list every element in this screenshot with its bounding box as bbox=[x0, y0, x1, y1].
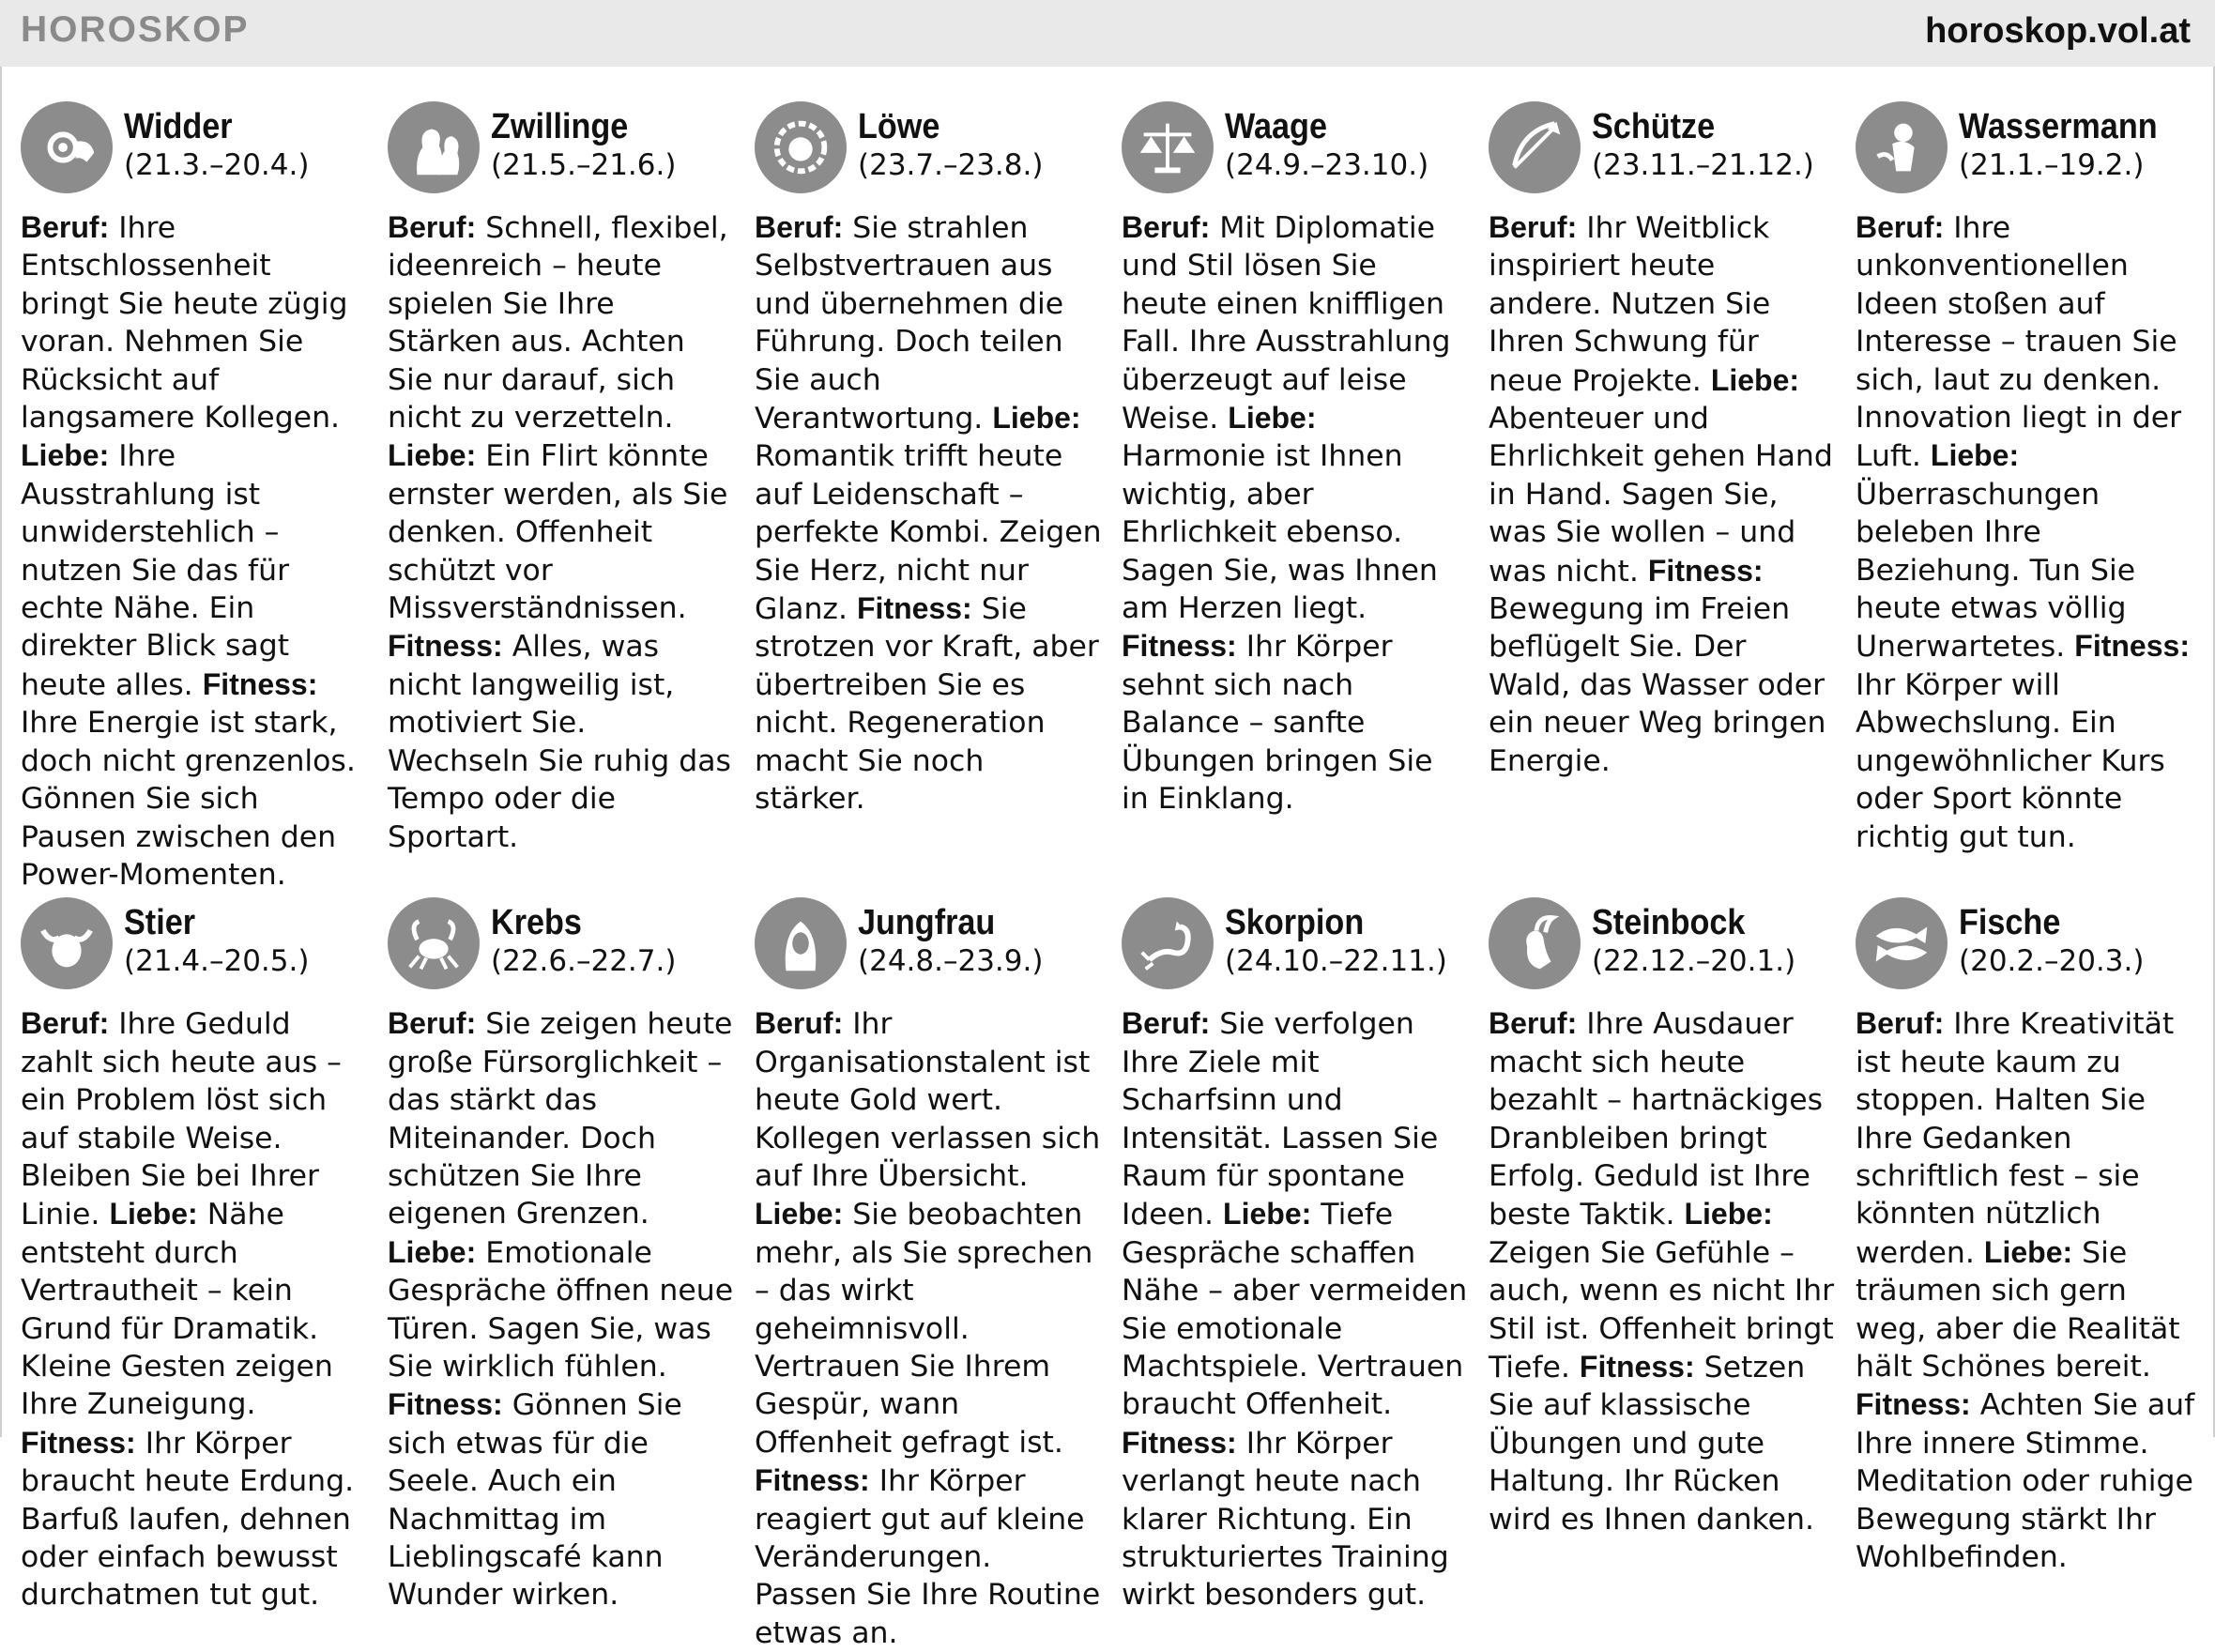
text-fitness: Ihr Körper sehnt sich nach Balance – sanfte Übungen bringen Sie in Einklang. bbox=[1122, 630, 1433, 817]
sign-text bbox=[1489, 1004, 1836, 1538]
sign-name: Wassermann bbox=[1959, 107, 2158, 146]
label-liebe: Liebe: bbox=[109, 1197, 198, 1231]
label-beruf: Beruf: bbox=[755, 1006, 844, 1041]
text-fitness: Bewegung im Freien beflügelt Sie. Der Wald, das Wasser oder ein neuer Weg bringen Energie. bbox=[1489, 592, 1826, 778]
text-fitness: Ihre Energie ist stark, doch nicht grenzenlos. Gönnen Sie sich Pausen zwischen den Power-Momenten. bbox=[21, 706, 356, 892]
site-url[interactable]: horoskop.vol.at bbox=[1925, 11, 2191, 51]
water-bearer-icon bbox=[1856, 101, 1948, 193]
text-fitness: Setzen Sie auf klassische Übungen und gute Haltung. Ihr Rücken wird es Ihnen danken. bbox=[1489, 1350, 1815, 1537]
text-liebe: Emotionale Gespräche öffnen neue Türen. Sagen Sie, was Sie wirklich fühlen. bbox=[388, 1235, 734, 1384]
text-beruf: Mit Diplomatie und Stil lösen Sie heute einen kniffligen Fall. Ihre Ausstrahlung überzeugt auf leise Weise. bbox=[1122, 211, 1451, 436]
text-liebe: Abenteuer und Ehrlichkeit gehen Hand in Hand. Sagen Sie, was Sie wollen – und was nicht. bbox=[1489, 402, 1833, 589]
sign-titles bbox=[1959, 107, 2179, 184]
label-fitness: Fitness: bbox=[388, 1387, 503, 1422]
sign-dates: (21.1.–19.2.) bbox=[1959, 148, 2145, 182]
label-beruf: Beruf: bbox=[1122, 1006, 1211, 1041]
sign-text bbox=[21, 208, 368, 894]
sign-text bbox=[388, 1004, 735, 1614]
sign-text bbox=[755, 208, 1102, 818]
text-fitness: Sie strotzen vor Kraft, aber übertreiben Sie es nicht. Regeneration macht Sie noch stärker. bbox=[755, 592, 1099, 817]
sign-jungfrau bbox=[755, 897, 1102, 1652]
label-liebe: Liebe: bbox=[1930, 438, 2020, 473]
fish-icon-glyph bbox=[1865, 907, 1938, 980]
text-fitness: Achten Sie auf Ihre innere Stimme. Meditation oder ruhige Bewegung stärkt Ihr Wohlbefinden. bbox=[1856, 1388, 2195, 1574]
text-beruf: Sie zeigen heute große Fürsorglichkeit – das stärkt das Miteinander. Doch schützen Sie Ihre eigenen Grenzen. bbox=[388, 1007, 733, 1231]
scorpion-icon-glyph bbox=[1131, 907, 1204, 980]
sign-steinbock bbox=[1489, 897, 1836, 1652]
archer-icon bbox=[1489, 101, 1581, 193]
archer-icon-glyph bbox=[1498, 111, 1571, 184]
scales-icon bbox=[1122, 101, 1214, 193]
sign-dates: (21.5.–21.6.) bbox=[491, 148, 677, 182]
sign-schtze bbox=[1489, 101, 1836, 894]
sign-name: Fische bbox=[1959, 903, 2061, 943]
label-beruf: Beruf: bbox=[755, 210, 844, 244]
sign-text bbox=[1489, 208, 1836, 780]
label-beruf: Beruf: bbox=[1122, 210, 1211, 244]
sign-titles bbox=[124, 903, 309, 980]
ram-icon-glyph bbox=[30, 111, 103, 184]
virgin-icon bbox=[755, 897, 847, 989]
sign-titles bbox=[124, 107, 309, 184]
text-fitness: Alles, was nicht langweilig ist, motiviert Sie. Wechseln Sie ruhig das Tempo oder die Sportart. bbox=[388, 630, 731, 854]
sign-name: Steinbock bbox=[1592, 903, 1746, 943]
sign-text bbox=[21, 1004, 368, 1614]
sign-dates: (24.10.–22.11.) bbox=[1225, 944, 1447, 979]
label-liebe: Liebe: bbox=[388, 1234, 477, 1269]
sign-titles bbox=[491, 107, 676, 184]
label-beruf: Beruf: bbox=[388, 210, 477, 244]
label-fitness: Fitness: bbox=[1122, 629, 1237, 664]
sign-header bbox=[755, 101, 1102, 203]
text-beruf: Ihre unkonventionellen Ideen stoßen auf Interesse – trauen Sie sich, laut zu denken. Innovation liegt in der Luft. bbox=[1856, 211, 2182, 474]
text-beruf: Ihre Ausdauer macht sich heute bezahlt – hartnäckiges Dranbleiben bringt Erfolg. Geduld ist Ihre beste Taktik. bbox=[1489, 1007, 1823, 1232]
sign-text bbox=[1122, 1004, 1469, 1614]
sign-titles bbox=[1225, 903, 1447, 980]
sign-dates: (24.8.–23.9.) bbox=[858, 944, 1044, 979]
lion-icon-glyph bbox=[764, 111, 837, 184]
bull-icon bbox=[21, 897, 113, 989]
sign-name: Stier bbox=[124, 903, 196, 943]
sign-text bbox=[1856, 1004, 2203, 1576]
bull-icon-glyph bbox=[30, 907, 103, 980]
text-liebe: Romantik trifft heute auf Leidenschaft – perfekte Kombi. Zeigen Sie Herz, nicht nur Glanz. bbox=[755, 439, 1102, 627]
label-fitness: Fitness: bbox=[202, 666, 318, 701]
twins-icon bbox=[388, 101, 480, 193]
label-fitness: Fitness: bbox=[388, 629, 503, 664]
sign-titles bbox=[1225, 107, 1428, 184]
sign-skorpion bbox=[1122, 897, 1469, 1652]
sign-name: Jungfrau bbox=[858, 903, 996, 943]
crab-icon-glyph bbox=[397, 907, 470, 980]
sign-krebs bbox=[388, 897, 735, 1652]
sign-titles bbox=[1592, 107, 1814, 184]
sign-dates: (22.12.–20.1.) bbox=[1592, 944, 1796, 979]
sign-widder bbox=[21, 101, 368, 894]
text-liebe: Sie träumen sich gern weg, aber die Realität hält Schönes bereit. bbox=[1856, 1235, 2180, 1384]
sign-dates: (20.2.–20.3.) bbox=[1959, 944, 2145, 979]
sign-header bbox=[1122, 897, 1469, 999]
sign-waage bbox=[1122, 101, 1469, 894]
label-fitness: Fitness: bbox=[1647, 553, 1764, 588]
sign-dates: (24.9.–23.10.) bbox=[1225, 148, 1429, 182]
sign-zwillinge bbox=[388, 101, 735, 894]
sign-header bbox=[1122, 101, 1469, 203]
text-liebe: Ihre Ausstrahlung ist unwiderstehlich – nutzen Sie das für echte Nähe. Ein direkter Blick sagt heute alles. bbox=[21, 439, 290, 702]
water-bearer-icon-glyph bbox=[1865, 111, 1938, 184]
sign-text bbox=[755, 1004, 1102, 1652]
sign-name: Skorpion bbox=[1225, 903, 1365, 943]
sign-fische bbox=[1856, 897, 2203, 1652]
label-beruf: Beruf: bbox=[1489, 210, 1578, 244]
header-bar bbox=[0, 0, 2215, 67]
lion-icon bbox=[755, 101, 847, 193]
text-beruf: Ihr Organisationstalent ist heute Gold wert. Kollegen verlassen sich auf Ihre Übersicht. bbox=[755, 1007, 1101, 1193]
label-fitness: Fitness: bbox=[2074, 629, 2190, 664]
label-liebe: Liebe: bbox=[388, 438, 477, 473]
sign-name: Schütze bbox=[1592, 107, 1716, 146]
label-liebe: Liebe: bbox=[21, 438, 110, 473]
label-fitness: Fitness: bbox=[1856, 1387, 1971, 1422]
sign-text bbox=[1122, 208, 1469, 818]
sign-name: Zwillinge bbox=[491, 107, 629, 146]
sign-name: Waage bbox=[1225, 107, 1327, 146]
ibex-icon-glyph bbox=[1498, 907, 1571, 980]
sign-header bbox=[21, 897, 368, 999]
label-fitness: Fitness: bbox=[755, 1463, 870, 1498]
label-liebe: Liebe: bbox=[1983, 1234, 2073, 1269]
fish-icon bbox=[1856, 897, 1948, 989]
text-liebe: Überraschungen beleben Ihre Beziehung. Tun Sie heute etwas völlig Unerwartetes. bbox=[1856, 477, 2136, 665]
label-liebe: Liebe: bbox=[992, 401, 1081, 436]
text-beruf: Ihre Entschlossenheit bringt Sie heute zügig voran. Nehmen Sie Rücksicht auf langsamere Kollegen. bbox=[21, 211, 348, 436]
text-fitness: Ihr Körper braucht heute Erdung. Barfuß laufen, dehnen oder einfach bewusst durchatmen tut gut. bbox=[21, 1426, 355, 1613]
sign-dates: (23.11.–21.12.) bbox=[1592, 148, 1814, 182]
label-fitness: Fitness: bbox=[21, 1425, 136, 1460]
text-fitness: Ihr Körper reagiert gut auf kleine Veränderungen. Passen Sie Ihre Routine etwas an. bbox=[755, 1464, 1101, 1650]
label-liebe: Liebe: bbox=[1223, 1197, 1312, 1231]
sign-dates: (23.7.–23.8.) bbox=[858, 148, 1044, 182]
sign-header bbox=[1856, 897, 2203, 999]
sign-titles bbox=[858, 107, 1043, 184]
label-fitness: Fitness: bbox=[1122, 1425, 1237, 1460]
sign-dates: (22.6.–22.7.) bbox=[491, 944, 677, 979]
section-title: HOROSKOP bbox=[21, 9, 250, 50]
sign-text bbox=[1856, 208, 2203, 856]
scorpion-icon bbox=[1122, 897, 1214, 989]
text-liebe: Tiefe Gespräche schaffen Nähe – aber vermeiden Sie emotionale Machtspiele. Vertrauen braucht Offenheit. bbox=[1122, 1198, 1468, 1422]
label-beruf: Beruf: bbox=[1856, 1006, 1945, 1041]
text-beruf: Schnell, flexibel, ideenreich – heute spielen Sie Ihre Stärken aus. Achten Sie nur darauf, sich nicht zu verzetteln. bbox=[388, 211, 728, 436]
text-liebe: Sie beobachten mehr, als Sie sprechen – das wirkt geheimnisvoll. Vertrauen Sie Ihrem Gespür, wann Offenheit gefragt ist. bbox=[755, 1198, 1093, 1460]
sign-header bbox=[388, 101, 735, 203]
text-fitness: Ihr Körper verlangt heute nach klarer Richtung. Ein strukturiertes Training wirkt besonders gut. bbox=[1122, 1426, 1449, 1613]
text-beruf: Sie strahlen Selbstvertrauen aus und übernehmen die Führung. Doch teilen Sie auch Verantwortung. bbox=[755, 211, 1064, 436]
sign-titles bbox=[1592, 903, 1795, 980]
sign-header bbox=[1489, 101, 1836, 203]
ibex-icon bbox=[1489, 897, 1581, 989]
text-beruf: Ihre Geduld zahlt sich heute aus – ein Problem löst sich auf stabile Weise. Bleiben Sie bei Ihrer Linie. bbox=[21, 1007, 342, 1232]
label-liebe: Liebe: bbox=[1710, 362, 1800, 397]
sign-dates: (21.3.–20.4.) bbox=[124, 148, 310, 182]
label-liebe: Liebe: bbox=[1684, 1197, 1773, 1231]
label-beruf: Beruf: bbox=[388, 1006, 477, 1041]
crab-icon bbox=[388, 897, 480, 989]
ram-icon bbox=[21, 101, 113, 193]
text-liebe: Harmonie ist Ihnen wichtig, aber Ehrlichkeit ebenso. Sagen Sie, was Ihnen am Herzen liegt. bbox=[1122, 439, 1438, 626]
virgin-icon-glyph bbox=[764, 907, 837, 980]
sign-wassermann bbox=[1856, 101, 2203, 894]
text-liebe: Zeigen Sie Gefühle – auch, wenn es nicht Ihr Stil ist. Offenheit bringt Tiefe. bbox=[1489, 1235, 1835, 1384]
label-beruf: Beruf: bbox=[21, 1006, 110, 1041]
sign-dates: (21.4.–20.5.) bbox=[124, 944, 310, 979]
sign-header bbox=[1489, 897, 1836, 999]
text-fitness: Gönnen Sie sich etwas für die Seele. Auch ein Nachmittag im Lieblingscafé kann Wunder wirken. bbox=[388, 1388, 682, 1613]
twins-icon-glyph bbox=[397, 111, 470, 184]
text-liebe: Ein Flirt könnte ernster werden, als Sie denken. Offenheit schützt vor Missverständnissen. bbox=[388, 439, 728, 626]
sign-name: Löwe bbox=[858, 107, 940, 146]
sign-header bbox=[1856, 101, 2203, 203]
text-beruf: Ihre Kreativität ist heute kaum zu stoppen. Halten Sie Ihre Gedanken schriftlich fest – sie könnten nützlich werden. bbox=[1856, 1007, 2175, 1270]
sign-titles bbox=[1959, 903, 2144, 980]
sign-titles bbox=[858, 903, 1043, 980]
horoscope-grid bbox=[21, 101, 2198, 1652]
sign-name: Krebs bbox=[491, 903, 582, 943]
sign-name: Widder bbox=[124, 107, 233, 146]
text-beruf: Ihr Weitblick inspiriert heute andere. Nutzen Sie Ihren Schwung für neue Projekte. bbox=[1489, 211, 1771, 398]
frame-left-border bbox=[0, 67, 2, 1437]
scales-icon-glyph bbox=[1131, 111, 1204, 184]
label-fitness: Fitness: bbox=[857, 591, 972, 626]
sign-header bbox=[388, 897, 735, 999]
label-liebe: Liebe: bbox=[755, 1197, 844, 1231]
sign-header bbox=[21, 101, 368, 203]
label-liebe: Liebe: bbox=[1228, 401, 1317, 436]
label-beruf: Beruf: bbox=[1856, 210, 1945, 244]
label-beruf: Beruf: bbox=[1489, 1006, 1578, 1041]
label-beruf: Beruf: bbox=[21, 210, 110, 244]
text-beruf: Sie verfolgen Ihre Ziele mit Scharfsinn und Intensität. Lassen Sie Raum für spontane Ideen. bbox=[1122, 1007, 1439, 1232]
sign-text bbox=[388, 208, 735, 856]
label-fitness: Fitness: bbox=[1579, 1349, 1695, 1384]
sign-header bbox=[755, 897, 1102, 999]
sign-stier bbox=[21, 897, 368, 1652]
sign-titles bbox=[491, 903, 676, 980]
sign-lwe bbox=[755, 101, 1102, 894]
text-fitness: Ihr Körper will Abwechslung. Ein ungewöhnlicher Kurs oder Sport könnte richtig gut tun. bbox=[1856, 667, 2165, 854]
text-liebe: Nähe entsteht durch Vertrautheit – kein Grund für Dramatik. Kleine Gesten zeigen Ihre Zuneigung. bbox=[21, 1198, 333, 1422]
